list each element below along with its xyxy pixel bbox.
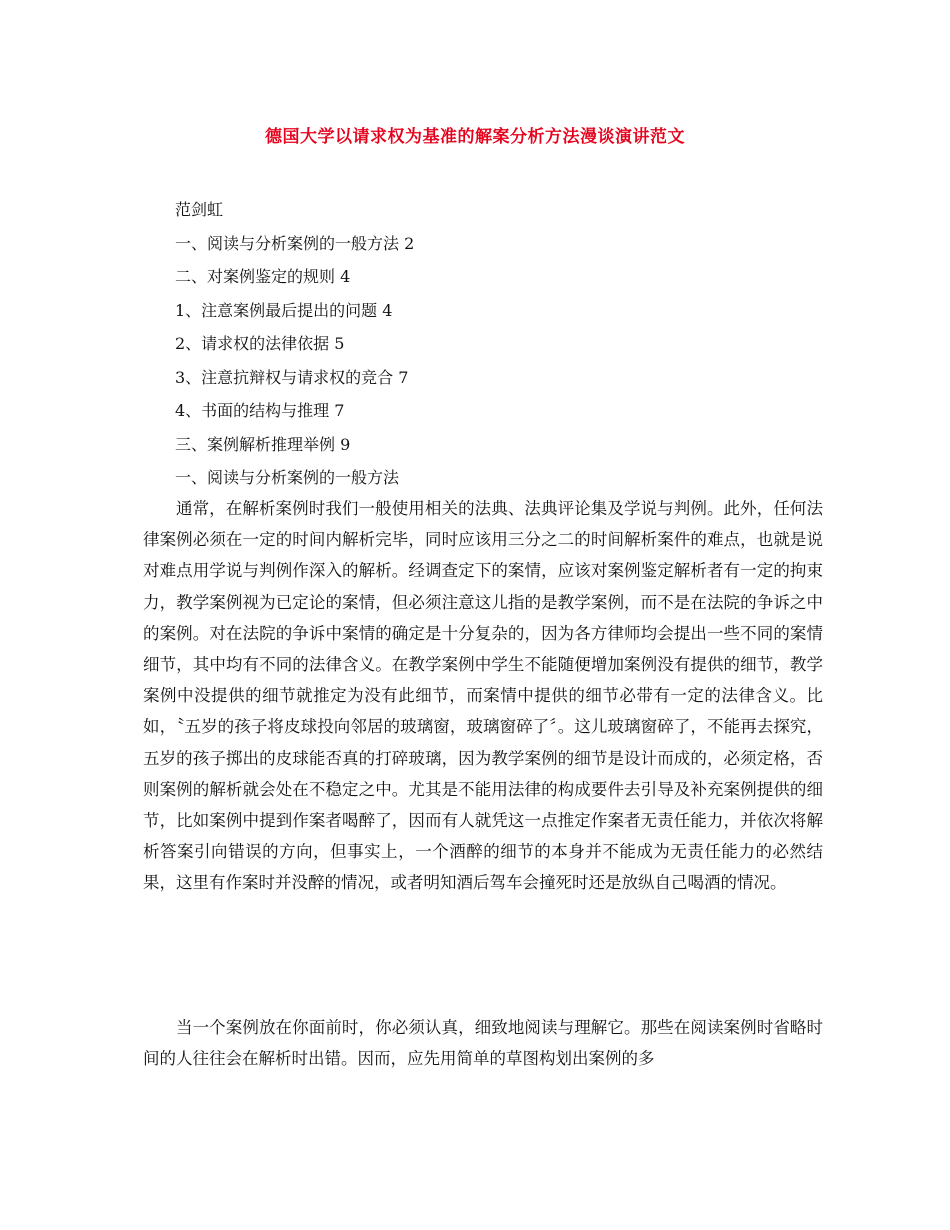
toc-item: 1、注意案例最后提出的问题 4 <box>175 300 393 320</box>
body-paragraph: 当一个案例放在你面前时，你必须认真，细致地阅读与理解它。那些在阅读案例时省略时间的人往往会在解析时出错。因而，应先用简单的草图构划出案例的多 <box>143 1018 823 1069</box>
section-heading: 一、阅读与分析案例的一般方法 <box>175 468 400 487</box>
toc-item: 三、案例解析推理举例 9 <box>175 434 351 454</box>
toc-item: 3、注意抗辩权与请求权的竞合 7 <box>175 367 409 387</box>
toc-item: 4、书面的结构与推理 7 <box>175 401 345 420</box>
table-of-contents <box>175 193 815 495</box>
author-name: 范剑虹 <box>175 200 224 219</box>
body-paragraph: 通常，在解析案例时我们一般使用相关的法典、法典评论集及学说与判例。此外，任何法律案例必须在一定的时间内解析完毕，同时应该用三分之二的时间解析案件的难点，也就是说对难点用学说与判例作深入的解析。经调查定下的案情，应该对案例鉴定解析者有一定的拘束力，教学案例视为已定论的案情，但必须注意这儿指的是教学案例，而不是在法院的争诉之中的案例。对在法院的争诉中案情的确定是十分复杂的，因为各方律师均会提出一些不同的案情细节，其中均有不同的法律含义。在教学案例中学生不能随便增加案例没有提供的细节，教学案例中没提供的细节就推定为没有此细节，而案情中提供的细节必带有一定的法律含义。比如，〝五岁的孩子将皮球投向邻居的玻璃窗，玻璃窗碎了〞。这儿玻璃窗碎了，不能再去探究，五岁的孩子掷出的皮球能否真的打碎玻璃，因为教学案例的细节是设计而成的，必须定格，否则案例的解析就会处在不稳定之中。尤其是不能用法律的构成要件去引导及补充案例提供的细节，比如案例中提到作案者喝醉了，因而有人就凭这一点推定作案者无责任能力，并依次将解析答案引向错误的方向，但事实上，一个酒醉的细节的本身并不能成为无责任能力的必然结果，这里有作案时并没醉的情况，或者明知酒后驾车会撞死时还是放纵自己喝酒的情况。 <box>143 499 823 893</box>
toc-item: 一、阅读与分析案例的一般方法 2 <box>175 233 415 253</box>
document-title: 德国大学以请求权为基准的解案分析方法漫谈演讲范文 <box>265 127 685 147</box>
toc-item: 2、请求权的法律依据 5 <box>175 334 345 353</box>
toc-item: 二、对案例鉴定的规则 4 <box>175 267 351 286</box>
